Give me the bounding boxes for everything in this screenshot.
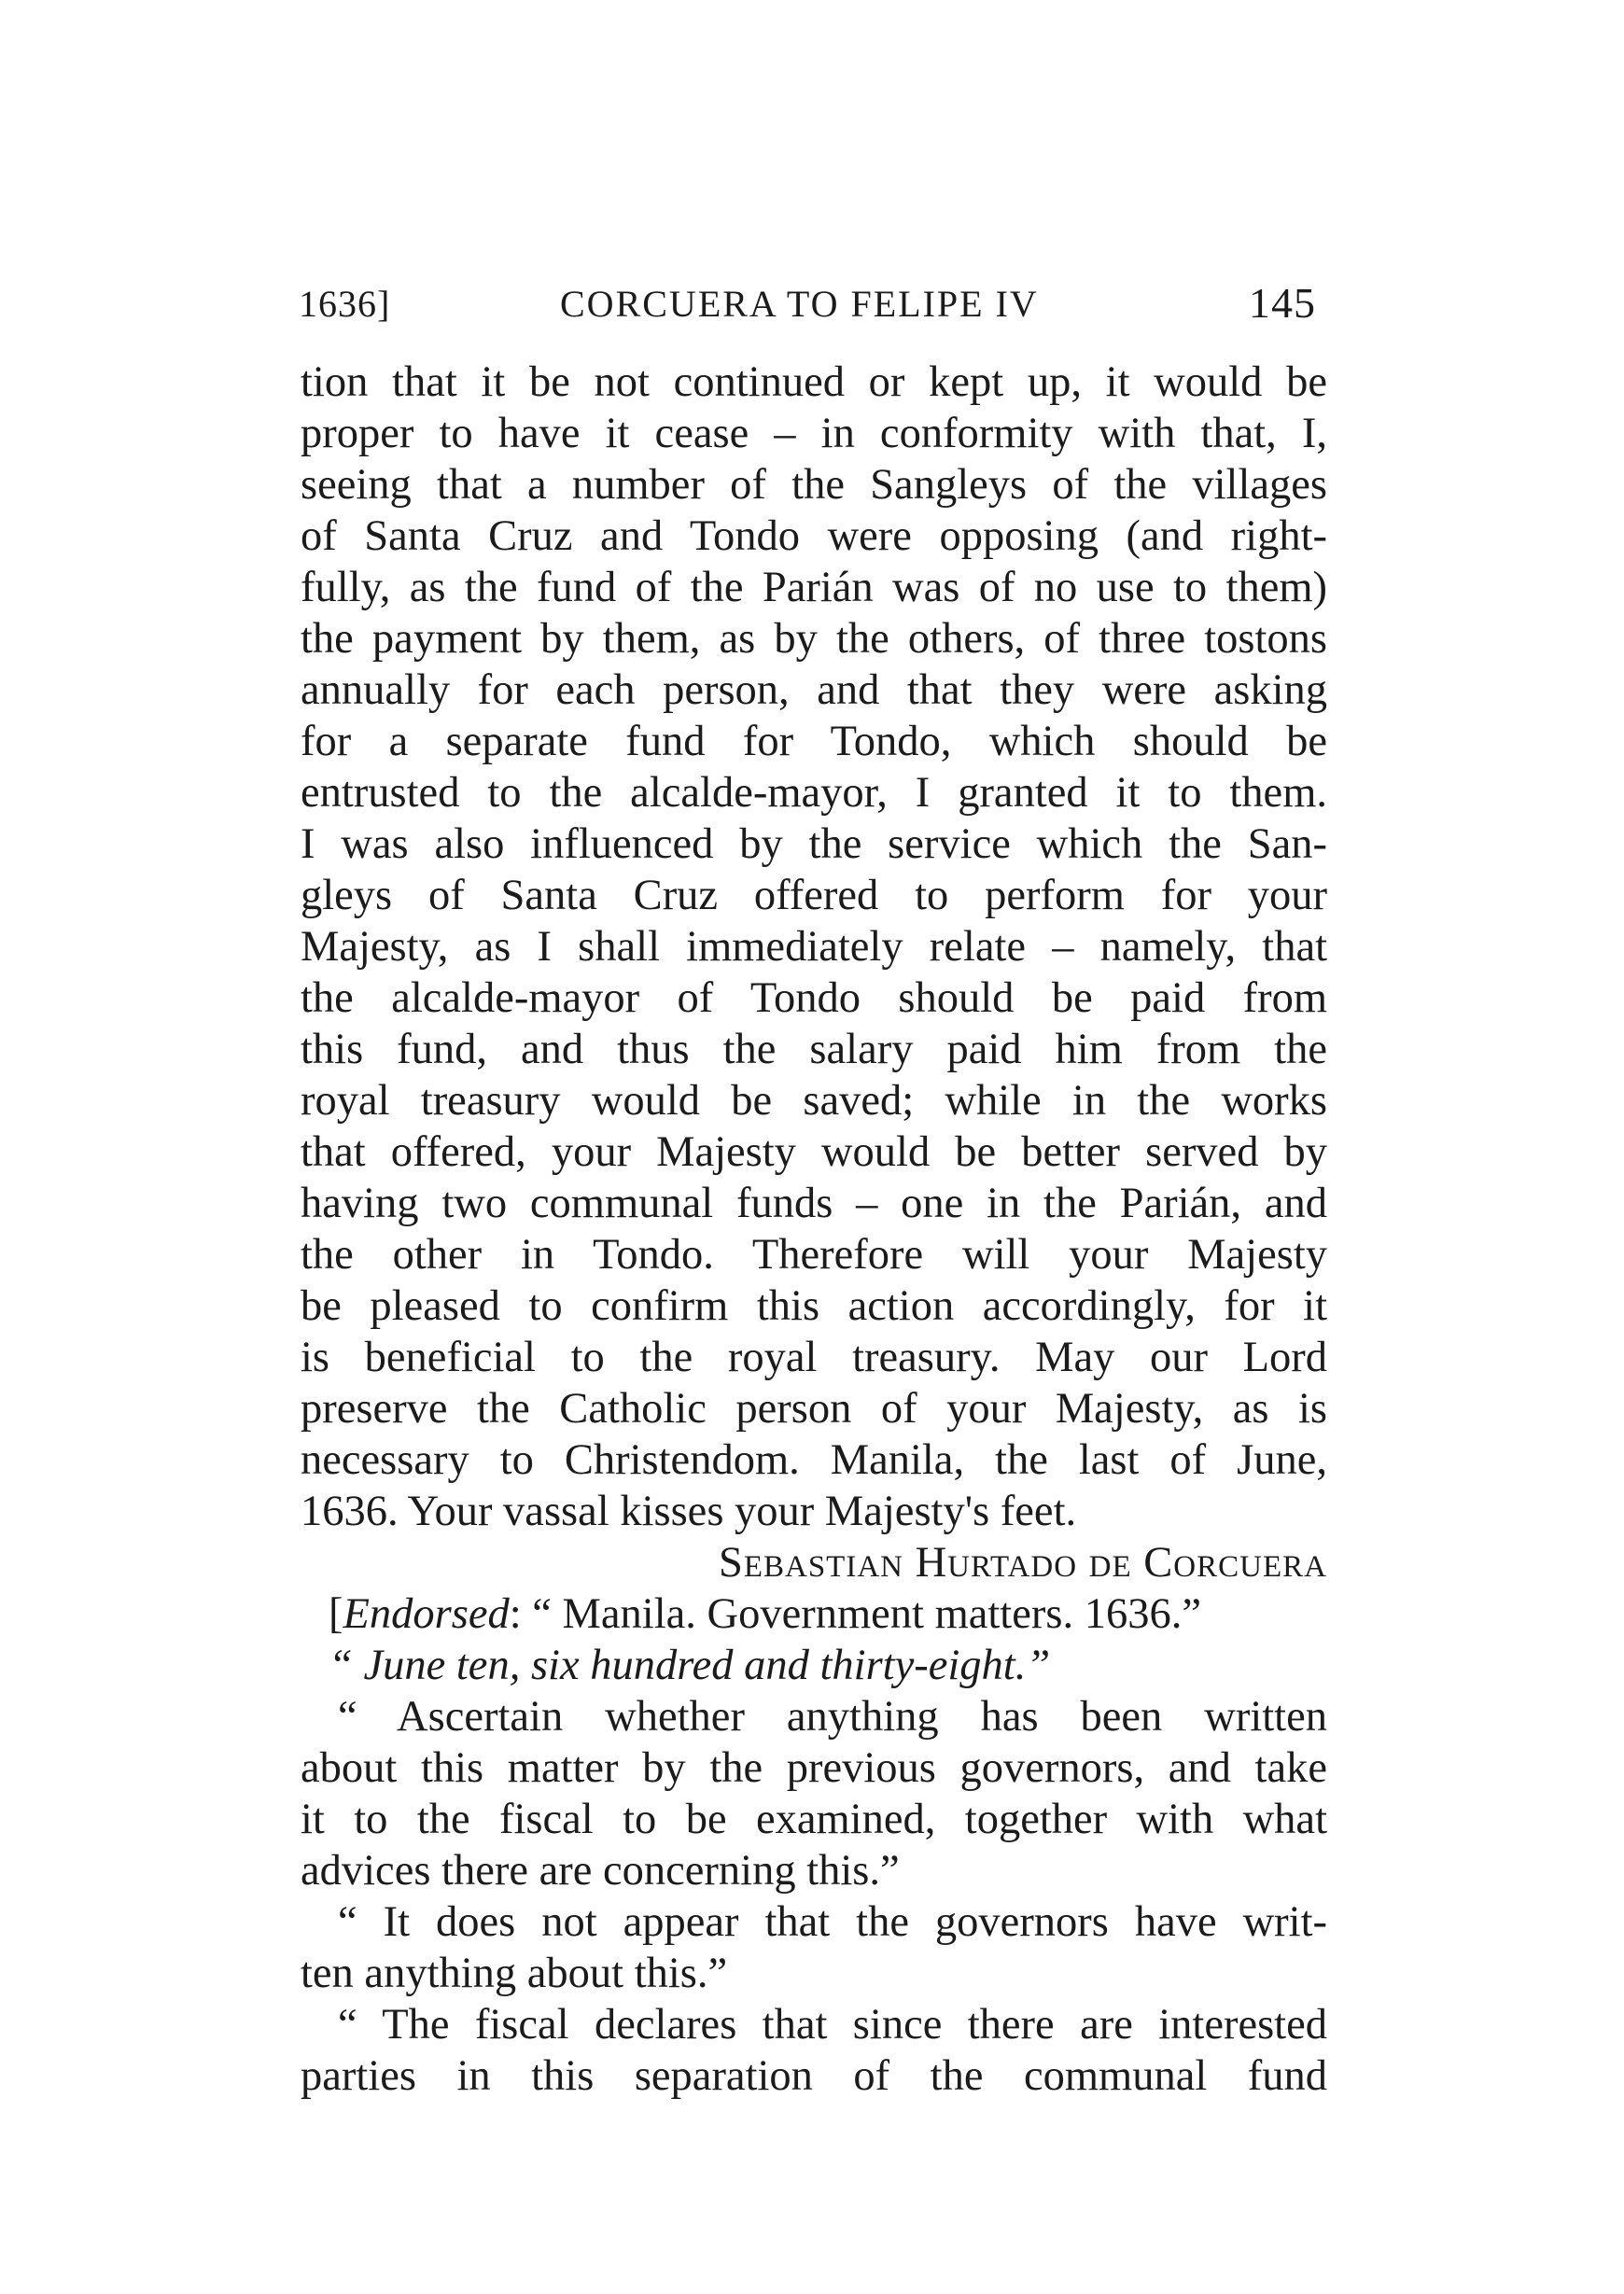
text-line: preserve the Catholic person of your Majesty, as is bbox=[301, 1385, 1327, 1433]
text-line: that offered, your Majesty would be better served by bbox=[301, 1128, 1327, 1176]
endorsement: [Endorsed: “ Manila. Government matters. 1636.” bbox=[329, 1590, 1201, 1638]
text-line: be pleased to confirm this action accordingly, for it bbox=[301, 1282, 1327, 1330]
body-text bbox=[301, 357, 1327, 2102]
note-date-text: “ June ten, six hundred and thirty-eight.” bbox=[329, 1642, 1051, 1689]
header-year: 1636] bbox=[299, 283, 391, 325]
text-line: annually for each person, and that they were asking bbox=[301, 666, 1327, 714]
text-line: I was also influenced by the service which the San- bbox=[301, 820, 1327, 868]
text-line: entrusted to the alcalde-mayor, I granted it to them. bbox=[301, 769, 1327, 817]
text-line: tion that it be not continued or kept up, it would be bbox=[301, 358, 1327, 406]
text-line: necessary to Christendom. Manila, the last of June, bbox=[301, 1436, 1327, 1484]
note-line: “ The fiscal declares that since there are interested bbox=[338, 2001, 1327, 2049]
text-line: the alcalde-mayor of Tondo should be paid from bbox=[301, 974, 1327, 1022]
header-title: CORCUERA TO FELIPE IV bbox=[560, 283, 1039, 325]
text-line: for a separate fund for Tondo, which should be bbox=[301, 718, 1327, 765]
note-line: “ It does not appear that the governors have writ- bbox=[338, 1898, 1327, 1946]
text-line: having two communal funds – one in the Parián, and bbox=[301, 1180, 1327, 1227]
text-line: seeing that a number of the Sangleys of the villages bbox=[301, 461, 1327, 509]
text-line: proper to have it cease – in conformity with that, I, bbox=[301, 410, 1327, 457]
text-line: the payment by them, as by the others, of three tostons bbox=[301, 615, 1327, 663]
note-line: advices there are concerning this.” bbox=[301, 1847, 900, 1895]
text-line: is beneficial to the royal treasury. May our Lord bbox=[301, 1334, 1327, 1381]
text-line: fully, as the fund of the Parián was of no use to them) bbox=[301, 564, 1327, 611]
text-line: royal treasury would be saved; while in the works bbox=[301, 1077, 1327, 1125]
text-line: 1636. Your vassal kisses your Majesty's feet. bbox=[301, 1488, 1077, 1535]
note-date bbox=[301, 1640, 1327, 1691]
endorsement-label: Endorsed bbox=[343, 1590, 510, 1638]
text-line: Majesty, as I shall immediately relate – namely, that bbox=[301, 923, 1327, 971]
note-line: it to the fiscal to be examined, together with what bbox=[301, 1796, 1327, 1843]
signature: Sebastian Hurtado de Corcuera bbox=[718, 1539, 1327, 1587]
running-head bbox=[299, 279, 1316, 338]
note-line: about this matter by the previous governors, and take bbox=[301, 1744, 1327, 1792]
endorsement-text: : “ Manila. Government matters. 1636.” bbox=[509, 1590, 1201, 1638]
text-line: the other in Tondo. Therefore will your Majesty bbox=[301, 1231, 1327, 1279]
text-line: of Santa Cruz and Tondo were opposing (and right- bbox=[301, 512, 1327, 560]
note-line: “ Ascertain whether anything has been written bbox=[338, 1693, 1327, 1741]
text-line: gleys of Santa Cruz offered to perform for your bbox=[301, 872, 1327, 919]
text-line: this fund, and thus the salary paid him from the bbox=[301, 1026, 1327, 1073]
note-line: ten anything about this.” bbox=[301, 1950, 728, 1997]
page-number: 145 bbox=[1249, 279, 1316, 327]
note-line: parties in this separation of the communal fund bbox=[301, 2052, 1327, 2100]
